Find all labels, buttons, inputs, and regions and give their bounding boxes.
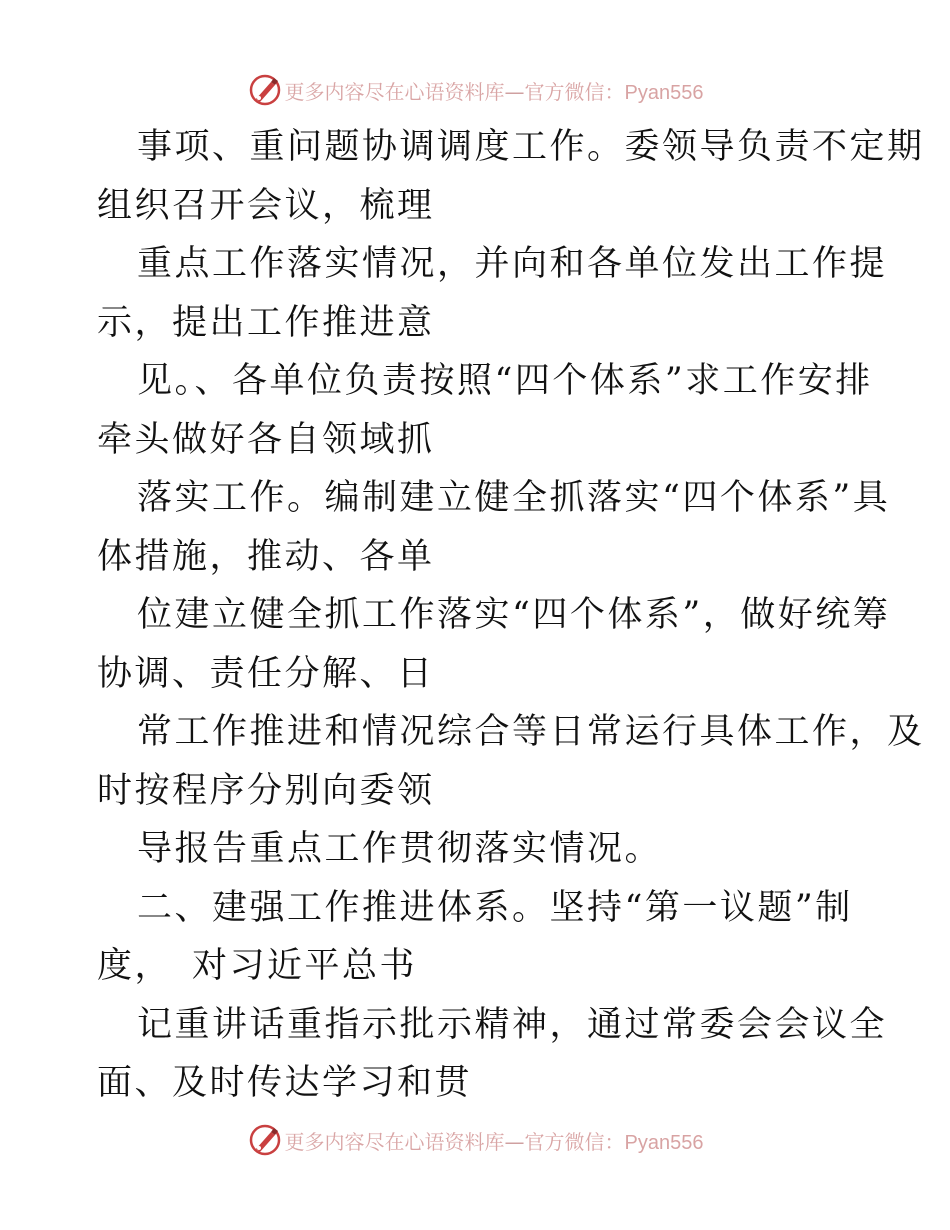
text-line: 见。、各单位负责按照“四个体系”求工作安排 bbox=[137, 361, 873, 401]
watermark-separator: — bbox=[504, 79, 525, 104]
watermark-label: 官方微信： bbox=[524, 1129, 625, 1154]
text-line: 时按程序分别向委领 bbox=[97, 770, 435, 811]
text-line: 组织召开会议，梳理 bbox=[97, 185, 435, 226]
watermark-text bbox=[285, 1126, 704, 1155]
text-line: 协调、责任分解、日 bbox=[97, 653, 435, 694]
text-line: 重点工作落实情况，并向和各单位发出工作提 bbox=[137, 244, 888, 284]
text-line: 度， 对习近平总书 bbox=[97, 946, 418, 986]
watermark-text bbox=[285, 76, 704, 105]
document-body bbox=[97, 118, 925, 1113]
pen-logo-icon bbox=[247, 1122, 283, 1158]
text-line: 牵头做好各自领域抓 bbox=[97, 419, 435, 460]
text-line: 位建立健全抓工作落实“四个体系”，做好统筹 bbox=[137, 595, 891, 635]
text-line: 示，提出工作推进意 bbox=[97, 302, 435, 343]
watermark-id: Pyan556 bbox=[624, 1131, 704, 1154]
text-line: 记重讲话重指示批示精神，通过常委会会议全 bbox=[137, 1004, 888, 1045]
pen-logo-icon bbox=[247, 72, 283, 108]
text-line: 导报告重点工作贯彻落实情况。 bbox=[137, 829, 663, 869]
watermark-main: 更多内容尽在心语资料库 bbox=[284, 79, 505, 104]
watermark-main: 更多内容尽在心语资料库 bbox=[284, 1129, 505, 1154]
text-line: 体措施，推动、各单 bbox=[97, 536, 435, 577]
watermark-id: Pyan556 bbox=[624, 81, 704, 104]
text-line: 落实工作。编制建立健全抓落实“四个体系”具 bbox=[137, 478, 891, 518]
text-line: 常工作推进和情况综合等日常运行具体工作，及 bbox=[137, 712, 925, 752]
footer-watermark bbox=[0, 1120, 950, 1160]
watermark-label: 官方微信： bbox=[524, 79, 625, 104]
text-line: 事项、重问题协调调度工作。委领导负责不定期 bbox=[137, 127, 925, 167]
text-line: 二、建强工作推进体系。坚持“第一议题”制 bbox=[137, 887, 853, 928]
watermark-separator: — bbox=[504, 1129, 525, 1154]
text-line: 面、及时传达学习和贯 bbox=[97, 1063, 473, 1103]
header-watermark bbox=[0, 70, 950, 110]
